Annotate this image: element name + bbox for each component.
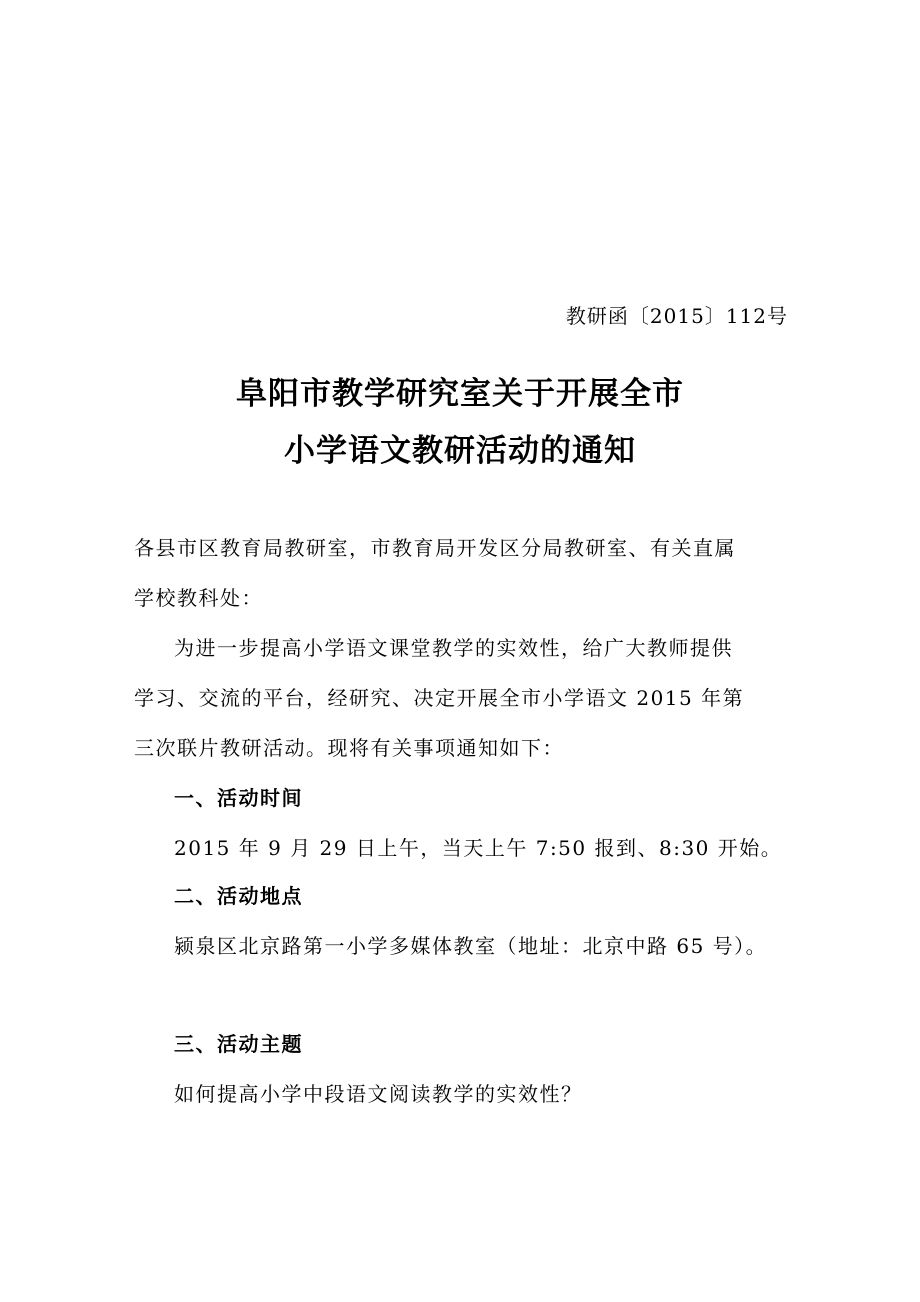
intro-paragraph-line-2: 学习、交流的平台，经研究、决定开展全市小学语文 2015 年第: [134, 686, 745, 710]
intro-paragraph-line-3: 三次联片教研活动。现将有关事项通知如下：: [134, 736, 564, 760]
document-title-line-1: 阜阳市教学研究室关于开展全市: [236, 376, 684, 412]
section-body-location: 颍泉区北京路第一小学多媒体教室（地址：北京中路 65 号）。: [174, 934, 768, 958]
section-heading-time: 一、活动时间: [174, 786, 303, 810]
document-title-line-2: 小学语文教研活动的通知: [284, 433, 636, 469]
intro-paragraph-line-1: 为进一步提高小学语文课堂教学的实效性，给广大教师提供: [174, 636, 733, 660]
section-heading-theme: 三、活动主题: [174, 1032, 303, 1056]
section-body-theme: 如何提高小学中段语文阅读教学的实效性？: [174, 1082, 583, 1106]
addressee-line-1: 各县市区教育局教研室，市教育局开发区分局教研室、有关直属: [134, 536, 736, 560]
addressee-line-2: 学校教科处：: [134, 586, 263, 610]
section-heading-location: 二、活动地点: [174, 884, 303, 908]
section-body-time: 2015 年 9 月 29 日上午，当天上午 7:50 报到、8:30 开始。: [174, 836, 783, 860]
document-number: 教研函〔2015〕112号: [565, 304, 788, 328]
